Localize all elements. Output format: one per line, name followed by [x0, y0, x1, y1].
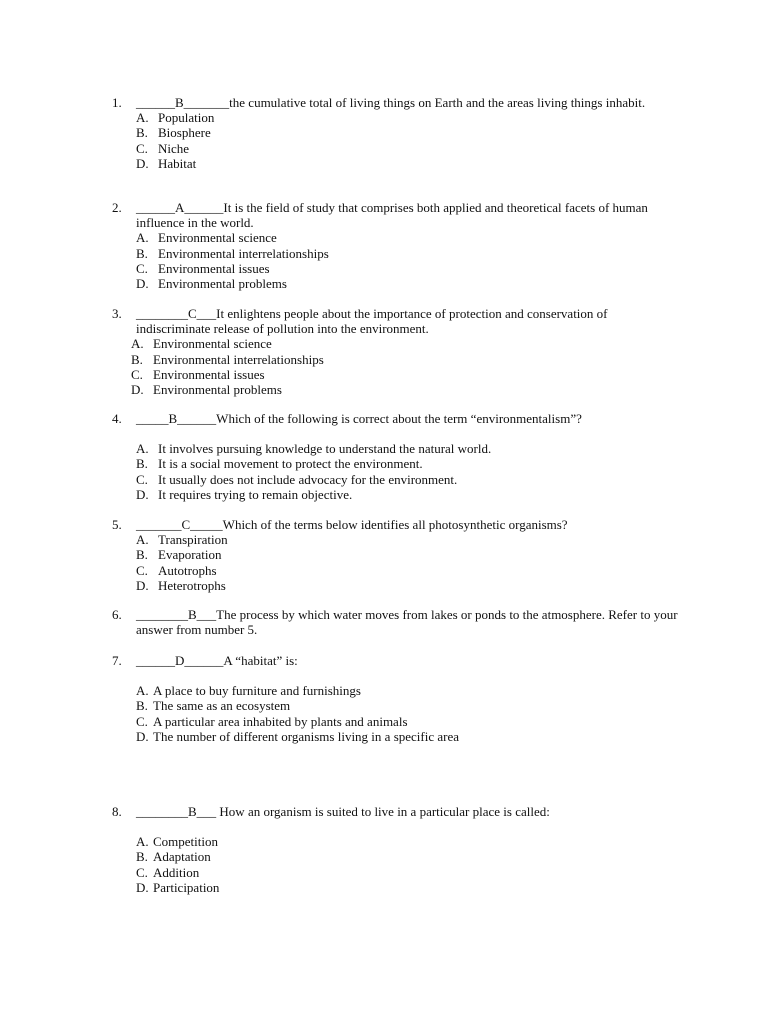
option-a [112, 834, 682, 849]
option-b [112, 125, 682, 140]
option-text: Environmental science [158, 230, 277, 246]
option-text: It is a social movement to protect the environment. [158, 456, 423, 472]
option-text: Habitat [158, 155, 197, 171]
option-b [112, 547, 682, 562]
option-text: Environmental interrelationships [153, 351, 324, 367]
option-letter: C. [136, 260, 148, 276]
question-number: 6. [112, 607, 122, 622]
option-letter: C. [131, 366, 143, 382]
option-text: Addition [153, 864, 200, 880]
options-list [112, 230, 682, 291]
option-b [112, 352, 682, 367]
question-3 [112, 306, 682, 397]
question-text: ______A______It is the field of study that comprises both applied and theoretical facets of human influence in the world. [136, 200, 648, 231]
option-text: Environmental science [153, 336, 272, 352]
option-c [112, 141, 682, 156]
option-text: Evaporation [158, 547, 222, 563]
option-b [112, 246, 682, 261]
question-number: 3. [112, 306, 122, 321]
option-a [112, 532, 682, 547]
option-letter: B. [136, 849, 148, 865]
option-letter: B. [136, 456, 148, 472]
option-letter: B. [136, 547, 148, 563]
option-letter: D. [136, 879, 149, 895]
option-text: A place to buy furniture and furnishings [153, 683, 361, 699]
option-letter: D. [131, 381, 144, 397]
option-text: Autotrophs [158, 562, 217, 578]
options-list [112, 441, 682, 502]
option-d [112, 276, 682, 291]
question-number: 7. [112, 653, 122, 668]
option-text: Competition [153, 834, 218, 850]
option-letter: B. [136, 125, 148, 141]
question-text: ________C___It enlightens people about the importance of protection and conservation of indiscriminate release of pollution into the environment. [136, 306, 608, 337]
option-a [112, 336, 682, 351]
option-c [112, 865, 682, 880]
option-letter: C. [136, 864, 148, 880]
question-1 [112, 95, 682, 171]
option-letter: A. [131, 336, 144, 352]
option-d [112, 156, 682, 171]
option-text: Adaptation [153, 849, 211, 865]
option-letter: D. [136, 486, 149, 502]
question-number: 5. [112, 517, 122, 532]
question-text: _____B______Which of the following is correct about the term “environmentalism”? [136, 411, 582, 426]
question-number: 1. [112, 95, 122, 110]
option-d [112, 578, 682, 593]
option-text: Biosphere [158, 125, 211, 141]
option-text: A particular area inhabited by plants and animals [153, 713, 408, 729]
options-list [112, 834, 682, 895]
options-list [112, 532, 682, 593]
option-text: Participation [153, 879, 220, 895]
option-letter: A. [136, 110, 149, 126]
option-b [112, 849, 682, 864]
option-text: Environmental problems [158, 275, 287, 291]
option-text: It involves pursuing knowledge to understand the natural world. [158, 441, 492, 457]
option-text: Environmental interrelationships [158, 245, 329, 261]
option-b [112, 456, 682, 471]
option-letter: C. [136, 471, 148, 487]
option-d [112, 729, 682, 744]
question-5 [112, 517, 682, 593]
question-2 [112, 200, 682, 291]
question-text: _______C_____Which of the terms below identifies all photosynthetic organisms? [136, 517, 568, 532]
option-letter: D. [136, 275, 149, 291]
option-letter: A. [136, 532, 149, 548]
option-letter: A. [136, 683, 149, 699]
option-letter: A. [136, 834, 149, 850]
option-text: Niche [158, 140, 190, 156]
options-list [112, 110, 682, 171]
question-6 [112, 607, 692, 637]
question-text: ______D______A “habitat” is: [136, 653, 298, 668]
option-d [112, 382, 682, 397]
option-c [112, 714, 682, 729]
option-text: The number of different organisms living in a specific area [153, 728, 460, 744]
option-d [112, 880, 682, 895]
option-letter: D. [136, 577, 149, 593]
option-letter: D. [136, 728, 149, 744]
option-text: Environmental issues [158, 260, 270, 276]
question-8 [112, 804, 682, 895]
question-number: 8. [112, 804, 122, 819]
option-text: Transpiration [158, 532, 228, 548]
option-c [112, 563, 682, 578]
question-text: ______B_______the cumulative total of living things on Earth and the areas living things inhabit. [136, 95, 646, 110]
option-a [112, 230, 682, 245]
options-list [112, 336, 682, 397]
option-text: Environmental problems [153, 381, 282, 397]
option-letter: C. [136, 713, 148, 729]
question-text: ________B___ How an organism is suited to live in a particular place is called: [136, 804, 550, 819]
option-letter: A. [136, 441, 149, 457]
option-letter: B. [136, 698, 148, 714]
option-a [112, 110, 682, 125]
question-text: ________B___The process by which water moves from lakes or ponds to the atmosphere. Refer to your answer from number 5. [136, 607, 678, 638]
option-c [112, 472, 682, 487]
option-text: It requires trying to remain objective. [158, 486, 353, 502]
option-a [112, 683, 682, 698]
option-letter: D. [136, 155, 149, 171]
question-number: 2. [112, 200, 122, 215]
option-b [112, 698, 682, 713]
options-list [112, 683, 682, 744]
question-number: 4. [112, 411, 122, 426]
option-letter: A. [136, 230, 149, 246]
option-letter: B. [131, 351, 143, 367]
option-d [112, 487, 682, 502]
question-4 [112, 411, 682, 502]
option-a [112, 441, 682, 456]
option-text: The same as an ecosystem [153, 698, 291, 714]
option-text: Population [158, 110, 215, 126]
option-text: It usually does not include advocacy for the environment. [158, 471, 458, 487]
option-text: Environmental issues [153, 366, 265, 382]
option-letter: B. [136, 245, 148, 261]
option-c [112, 367, 682, 382]
option-text: Heterotrophs [158, 577, 226, 593]
option-c [112, 261, 682, 276]
option-letter: C. [136, 562, 148, 578]
option-letter: C. [136, 140, 148, 156]
question-7 [112, 653, 682, 744]
